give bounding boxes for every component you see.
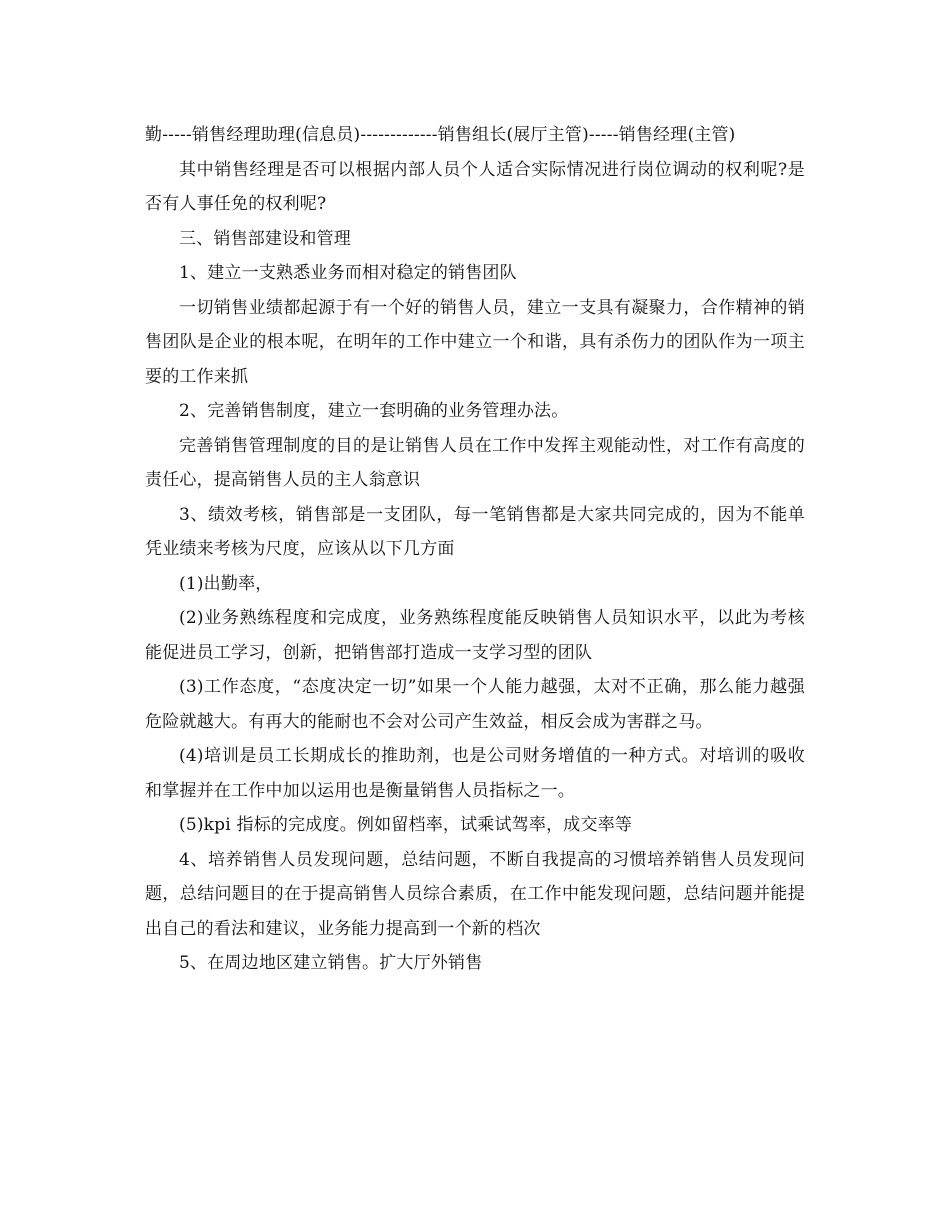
section-heading-3: 三、销售部建设和管理 [179,228,351,249]
item-3-heading: 3、绩效考核，销售部是一支团队，每一笔销售都是大家共同完成的，因为不能单凭业绩来考核为尺度，应该从以下几方面 [145,504,805,559]
item-2-body: 完善销售管理制度的目的是让销售人员在工作中发挥主观能动性，对工作有高度的责任心，提高销售人员的主人翁意识 [145,435,805,490]
subitem-3: (3)工作态度，“态度决定一切”如果一个人能力越强，太对不正确，那么能力越强危险就越大。有再大的能耐也不会对公司产生效益，相反会成为害群之马。 [145,677,805,732]
item-2-heading: 2、完善销售制度，建立一套明确的业务管理办法。 [179,401,569,421]
subitem-1: (1)出勤率， [179,573,273,594]
item-1-body: 一切销售业绩都起源于有一个好的销售人员，建立一支具有凝聚力，合作精神的销售团队是企业的根本呢，在明年的工作中建立一个和谐，具有杀伤力的团队作为一项主要的工作来抓 [145,297,805,387]
item-5-body: 5、在周边地区建立销售。扩大厅外销售 [179,953,483,973]
subitem-2: (2)业务熟练程度和完成度，业务熟练程度能反映销售人员知识水平，以此为考核能促进员工学习，创新，把销售部打造成一支学习型的团队 [145,608,805,663]
item-4-body: 4、培养销售人员发现问题，总结问题，不断自我提高的习惯培养销售人员发现问题，总结问题目的在于提高销售人员综合素质，在工作中能发现问题，总结问题并能提出自己的看法和建议，业务能力提高到一个新的档次 [145,849,805,939]
subitem-5: (5)kpi 指标的完成度。例如留档率，试乘试驾率，成交率等 [179,815,633,835]
document-body [145,118,805,981]
paragraph-manager-authority: 其中销售经理是否可以根据内部人员个人适合实际情况进行岗位调动的权利呢?是否有人事任免的权利呢? [145,159,805,214]
paragraph-career-path: 勤-----销售经理助理(信息员)-------------销售组长(展厅主管)-----销售经理(主管) [145,125,736,145]
item-1-heading: 1、建立一支熟悉业务而相对稳定的销售团队 [179,263,517,283]
subitem-4: (4)培训是员工长期成长的推助剂，也是公司财务增值的一种方式。对培训的吸收和掌握并在工作中加以运用也是衡量销售人员指标之一。 [145,746,805,801]
